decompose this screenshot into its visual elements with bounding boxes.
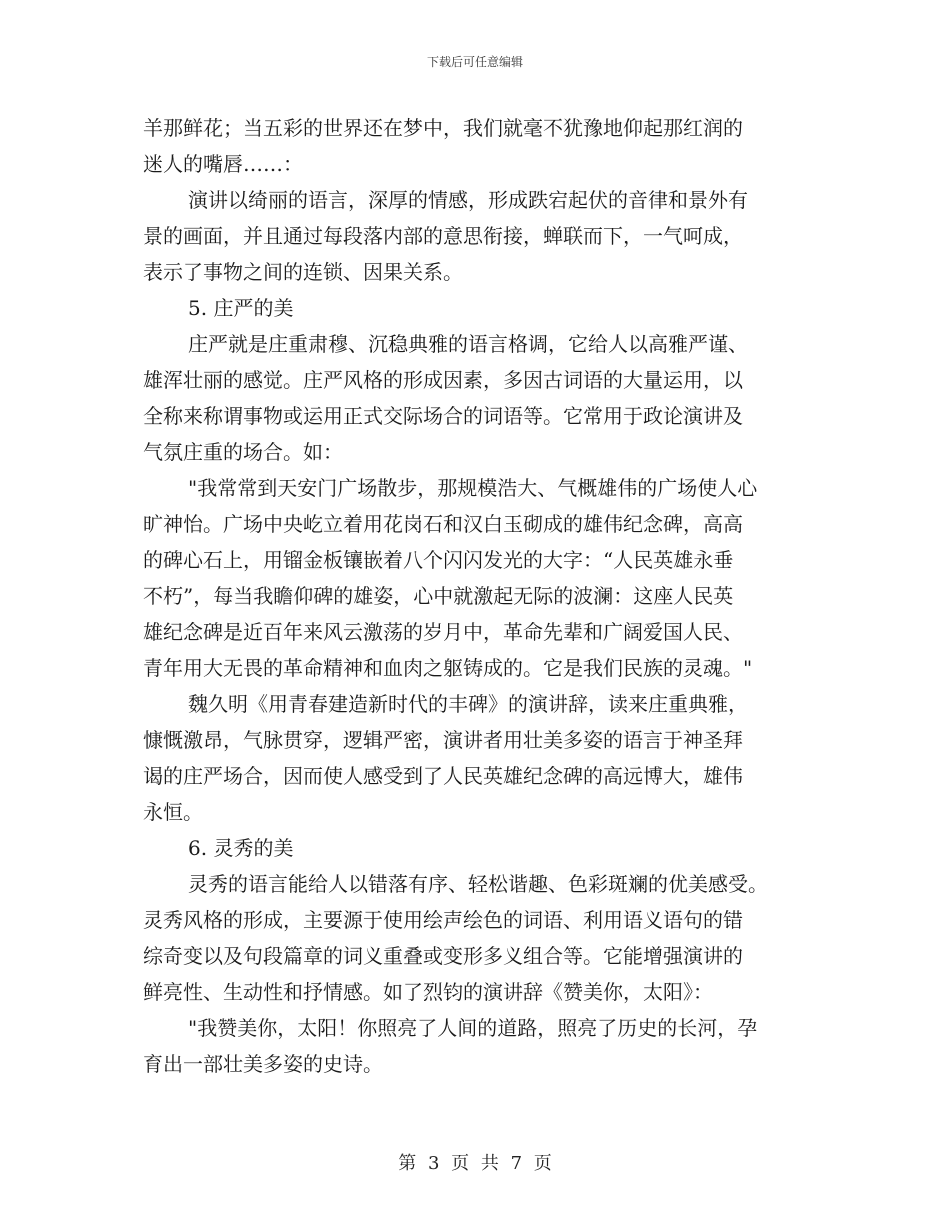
text-line: 的碑心石上，用镏金板镶嵌着八个闪闪发光的大字：“人民英雄永垂 (143, 548, 734, 572)
document-body (143, 110, 815, 1082)
text-line: 育出一部壮美多姿的史诗。 (143, 1052, 383, 1076)
text-line: 旷神怡。广场中央屹立着用花岗石和汉白玉砌成的雄伟纪念碑，高高 (143, 512, 743, 536)
text-line: 青年用大无畏的革命精神和血肉之躯铸成的。它是我们民族的灵魂。" (143, 656, 753, 680)
text-line: 灵秀风格的形成，主要源于使用绘声绘色的词语、利用语义语句的错 (143, 908, 743, 932)
page-header: 下载后可任意编辑 (426, 55, 523, 69)
text-line: 慷慨激昂，气脉贯穿，逻辑严密，演讲者用壮美多姿的语言于神圣拜 (143, 728, 743, 752)
text-line: 综奇变以及句段篇章的词义重叠或变形多义组合等。它能增强演讲的 (143, 944, 743, 968)
text-line: 不朽”，每当我瞻仰碑的雄姿，心中就激起无际的波澜：这座人民英 (143, 584, 734, 608)
text-line: 全称来称谓事物或运用正式交际场合的词语等。它常用于政论演讲及 (143, 404, 743, 428)
text-line: 景的画面，并且通过每段落内部的意思衔接，蝉联而下，一气呵成， (143, 224, 743, 248)
text-line: "我赞美你，太阳！你照亮了人间的道路，照亮了历史的长河，孕 (188, 1016, 758, 1040)
text-line: 永恒。 (143, 800, 203, 824)
text-line: 鲜亮性、生动性和抒情感。如了烈钧的演讲辞《赞美你，太阳》： (143, 980, 713, 1004)
text-line: 灵秀的语言能给人以错落有序、轻松谐趣、色彩斑斓的优美感受。 (188, 872, 768, 896)
text-line: "我常常到天安门广场散步，那规模浩大、气概雄伟的广场使人心 (188, 476, 758, 500)
text-line: 迷人的嘴唇……： (143, 152, 303, 176)
text-line: 雄纪念碑是近百年来风云激荡的岁月中，革命先辈和广阔爱国人民、 (143, 620, 743, 644)
text-line: 6. 灵秀的美 (188, 836, 294, 860)
text-line: 气氛庄重的场合。如： (143, 440, 343, 464)
text-line: 表示了事物之间的连锁、因果关系。 (143, 260, 463, 284)
page-footer: 第 3 页 共 7 页 (398, 1153, 552, 1174)
text-line: 5. 庄严的美 (188, 296, 294, 320)
text-line: 魏久明《用青春建造新时代的丰碑》的演讲辞，读来庄重典雅， (188, 692, 748, 716)
text-line: 庄严就是庄重肃穆、沉稳典雅的语言格调，它给人以高雅严谨、 (188, 332, 748, 356)
text-line: 羊那鲜花；当五彩的世界还在梦中，我们就毫不犹豫地仰起那红润的 (143, 116, 743, 140)
text-line: 雄浑壮丽的感觉。庄严风格的形成因素，多因古词语的大量运用，以 (143, 368, 743, 392)
text-line: 演讲以绮丽的语言，深厚的情感，形成跌宕起伏的音律和景外有 (188, 188, 748, 212)
text-line: 谒的庄严场合，因而使人感受到了人民英雄纪念碑的高远博大，雄伟 (143, 764, 743, 788)
